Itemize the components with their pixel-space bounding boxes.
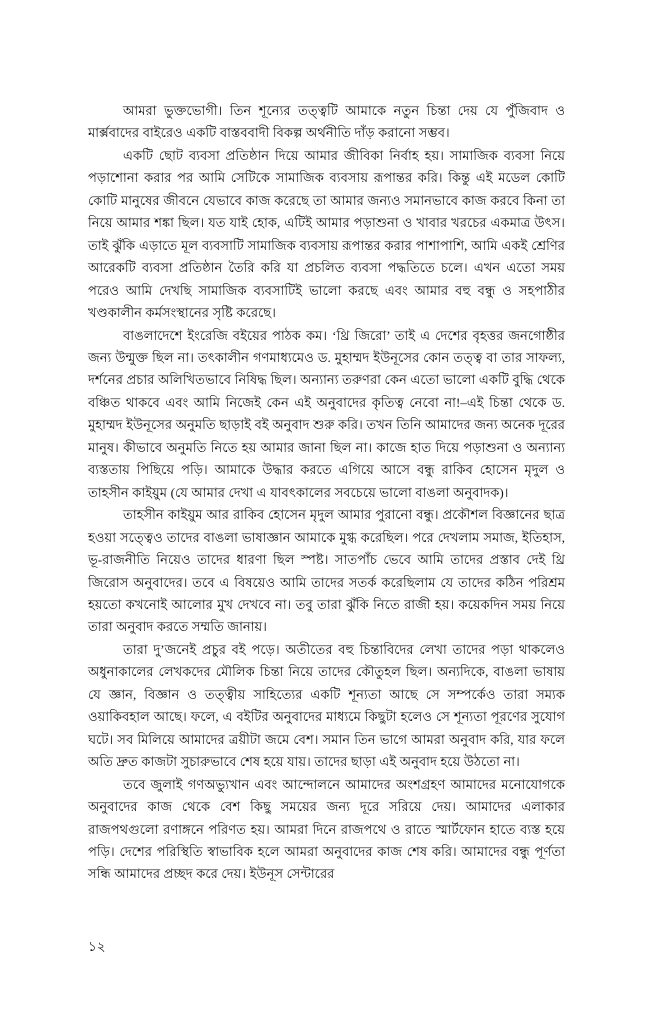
- paragraph: বাঙলাদেশে ইংরেজি বইয়ের পাঠক কম। ‘থ্রি জিরো’ তাই এ দেশের বৃহত্তর জনগোষ্ঠীর জন্য উন্মুক্ত ছিল না। তৎকালীন গণমাধ্যমেও ড. মুহাম্মদ ইউনূসের কোন তত্ত্ব বা তার সাফল্য, দর্শনের প্রচার অলিখিতভাবে নিষিদ্ধ ছিল। অন্যান্য তরুণরা কেন এতো ভালো একটি বুদ্ধি থেকে বঞ্চিত থাকবে এবং আমি নিজেই কেন এই অনুবাদের কৃতিত্ব নেবো না!–এই চিন্তা থেকে ড. মুহাম্মদ ইউনূসের অনুমতি ছাড়াই বই অনুবাদ শুরু করি। তখন তিনি আমাদের জন্য অনেক দূরের মানুষ। কীভাবে অনুমতি নিতে হয় আমার জানা ছিল না। কাজে হাত দিয়ে পড়াশুনা ও অন্যান্য ব্যস্ততায় পিছিয়ে পড়ি। আমাকে উদ্ধার করতে এগিয়ে আসে বন্ধু রাকিব হোসেন মৃদুল ও তাহসীন কাইয়ুম (যে আমার দেখা এ যাবৎকালের সবচেয়ে ভালো বাঙলা অনুবাদক)।: [88, 327, 565, 500]
- page-number: ১২: [88, 939, 106, 954]
- paragraph: আমরা ভুক্তভোগী। তিন শূন্যের তত্ত্বটি আমাকে নতুন চিন্তা দেয় যে পুঁজিবাদ ও মার্ক্সবাদের বাইরেও একটি বাস্তববাদী বিকল্প অর্থনীতি দাঁড় করানো সম্ভব।: [88, 103, 565, 141]
- paragraph: তারা দু’জনেই প্রচুর বই পড়ে। অতীতের বহু চিন্তাবিদের লেখা তাদের পড়া থাকলেও অধুনাকালের লেখকদের মৌলিক চিন্তা নিয়ে তাদের কৌতুহল ছিল। অন্যদিকে, বাঙলা ভাষায় যে জ্ঞান, বিজ্ঞান ও তত্ত্বীয় সাহিত্যের একটি শূন্যতা আছে সে সম্পর্কেও তারা সম্যক ওয়াকিবহাল আছে। ফলে, এ বইটির অনুবাদের মাধ্যমে কিছুটা হলেও সে শূন্যতা পূরণের সুযোগ ঘটে। সব মিলিয়ে আমাদের ত্রয়ীটা জমে বেশ। সমান তিন ভাগে আমরা অনুবাদ করি, যার ফলে অতি দ্রুত কাজটা সুচারুভাবে শেষ হয়ে যায়। তাদের ছাড়া এই অনুবাদ হয়ে উঠতো না।: [88, 641, 565, 770]
- paragraph: একটি ছোট ব্যবসা প্রতিষ্ঠান দিয়ে আমার জীবিকা নির্বাহ হয়। সামাজিক ব্যবসা নিয়ে পড়াশোনা করার পর আমি সেটিকে সামাজিক ব্যবসায় রূপান্তর করি। কিন্তু এই মডেল কোটি কোটি মানুষের জীবনে যেভাবে কাজ করেছে তা আমার জন্যও সমানভাবে কাজ করবে কিনা তা নিয়ে আমার শঙ্কা ছিল। যত যাই হোক, এটিই আমার পড়াশুনা ও খাবার খরচের একমাত্র উৎস। তাই ঝুঁকি এড়াতে মূল ব্যবসাটি সামাজিক ব্যবসায় রূপান্তর করার পাশাপাশি, আমি একই শ্রেণির আরেকটি ব্যবসা প্রতিষ্ঠান তৈরি করি যা প্রচলিত ব্যবসা পদ্ধতিতে চলে। এখন এতো সময় পরেও আমি দেখছি সামাজিক ব্যবসাটিই ভালো করছে এবং আমার বহু বন্ধু ও সহপাঠীর খণ্ডকালীন কর্মসংস্থানের সৃষ্টি করেছে।: [88, 147, 565, 321]
- paragraph: তাহসীন কাইয়ুম আর রাকিব হোসেন মৃদুল আমার পুরানো বন্ধু। প্রকৌশল বিজ্ঞানের ছাত্র হওয়া সত্ত্বেও তাদের বাঙলা ভাষাজ্ঞান আমাকে মুগ্ধ করেছিল। পরে দেখলাম সমাজ, ইতিহাস, ভূ-রাজনীতি নিয়েও তাদের ধারণা ছিল স্পষ্ট। সাতপাঁচ ভেবে আমি তাদের প্রস্তাব দেই থ্রি জিরোস অনুবাদের। তবে এ বিষয়েও আমি তাদের সতর্ক করেছিলাম যে তাদের কঠিন পরিশ্রম হয়তো কখনোই আলোর মুখ দেখবে না। তবু তারা ঝুঁকি নিতে রাজী হয়। কয়েকদিন সময় নিয়ে তারা অনুবাদ করতে সম্মতি জানায়।: [88, 507, 565, 635]
- page-body-text: [88, 100, 565, 886]
- paragraph: তবে জুলাই গণঅভ্যুখান এবং আন্দোলনে আমাদের অংশগ্রহণ আমাদের মনোযোগকে অনুবাদের কাজ থেকে বেশ কিছু সময়ের জন্য দূরে সরিয়ে দেয়। আমাদের এলাকার রাজপথগুলো রণাঙ্গনে পরিণত হয়। আমরা দিনে রাজপথে ও রাতে স্মার্টফোন হাতে ব্যস্ত হয়ে পড়ি। দেশের পরিস্থিতি স্বাভাবিক হলে আমরা অনুবাদের কাজ শেষ করি। আমাদের বন্ধু পূর্ণতা সন্ধি আমাদের প্রচ্ছদ করে দেয়। ইউনূস সেন্টারের: [88, 776, 565, 882]
